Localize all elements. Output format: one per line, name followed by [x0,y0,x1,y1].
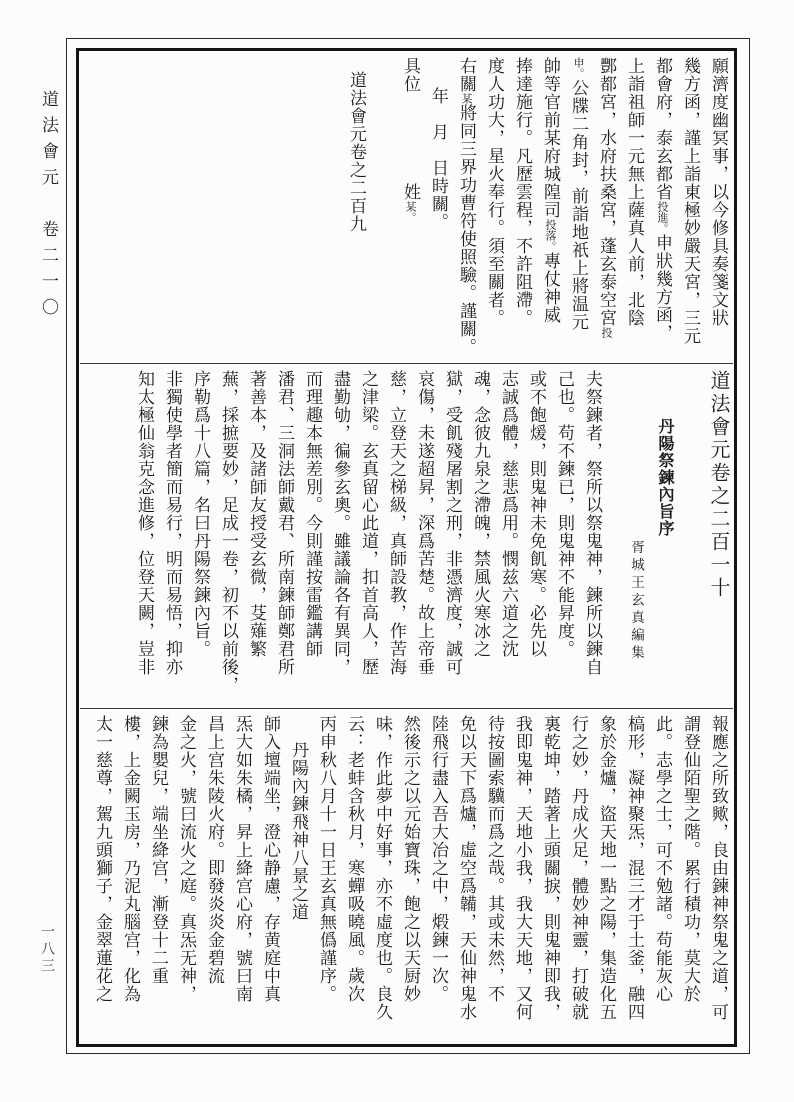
text-column: 行之妙，丹成火足，體妙神靈，打破就 [569,715,588,1021]
text-column: 象於金爐，盜天地一點之陽，集造化五 [597,715,616,1021]
text-column: 申。公牒二角封，前詣地祇上將温元 [569,57,588,331]
text-column: 而理趣本無差別。今則謹按雷鑑講師 [303,370,322,658]
text-column: 知太極仙翁克念進修，位登天闕，豈非 [135,370,154,676]
text-column: 丙申秋八月十一日王玄真無僞謹序。 [317,715,336,1003]
text-column: 度人功大，星火奉行。須至關者。 [485,57,504,327]
text-column: 鍊為嬰兒，端坐絳宫，漸登十二重 [149,715,168,985]
date-column: 年 月 日時關。 [429,87,448,231]
interlinear-note: 投 [600,327,612,338]
text-column: 味，作此夢中好事，亦不虛度也。良久 [373,715,392,1021]
edge-volume-label: 道法會元 卷二一〇 [39,90,58,324]
text-column: 槁形，凝神聚炁，混三才于土釜，融四 [625,715,644,1021]
text-column: 盡勤劬，徧參玄奧。雖議論各有異同， [331,370,350,676]
text-column: 右關某將同三界功曹符使照驗。謹關。 [457,57,476,356]
signature-column: 具位姓某。 [401,57,420,223]
text-column: 裏乾坤，踏著上頭關捩，則鬼神即我， [541,715,560,1021]
text-column: 金之火，號曰流火之庭。真炁无神， [177,715,196,1003]
chapter-heading-column: 丹陽內鍊飛神八景之道 [289,741,308,921]
text-column: 免以天下爲爐，虛空爲韛，天仙神鬼水 [457,715,476,1021]
text-column: 志誠爲體，慈悲爲用。憫兹六道之沈 [499,370,518,658]
text-column: 此。志學之士，可不勉諸。苟能灰心 [653,715,672,1003]
text-column: 上詣祖師一元無上薩真人前，北陰 [625,57,644,327]
register-bottom [79,709,734,1044]
text-column: 炁大如朱橘，昇上絳宫心府，號曰南 [233,715,252,1003]
interlinear-note: 投進。 [656,201,668,234]
text-column: 云：老蚌含秋月，寒蟬吸曉風。歲次 [345,715,364,1003]
text-column: 都會府，泰玄都省投進。申狀幾方函， [653,57,672,342]
text-column: 序勒爲十八篇，名曰丹陽祭鍊內旨。 [191,370,210,658]
interlinear-note: 某。 [404,201,416,223]
text-column: 謂登仙陌聖之階。累行積功，莫大於 [681,715,700,1003]
text-column: 師入壇端坐，澄心静慮，存黄庭中真 [261,715,280,1003]
author-column: 胥城王玄真編集 [629,540,644,663]
text-column: 著善本，及諸師友授受玄微，芟薙繁 [247,370,266,658]
text-column: 然後示之以元始寶珠，飽之以天厨妙 [401,715,420,1003]
register-middle [79,364,734,708]
text-column: 報應之所致歟，良由鍊神祭鬼之道，可 [709,715,728,1021]
text-column: 太一慈尊，駕九頭獅子，金翠蓮花之 [93,715,112,1003]
text-column: 帥等官前某府城隍司投落。專仗神威 [541,57,560,324]
text-column: 蕪，採摭要妙，足成一卷，初不以前後， [219,370,238,694]
text-column: 哀傷，未遂超昇，深爲苦楚。故上帝垂 [415,370,434,676]
section-heading-column: 丹陽祭鍊內旨序 [656,418,673,537]
text-column: 待按圖索驥而爲之哉。其或未然，不 [485,715,504,1003]
interlinear-note: 投落。 [544,219,556,252]
text-column: 之津梁。玄真留心此道，扣首高人，歷 [359,370,378,676]
register-top [79,51,734,363]
text-column: 獄，受飢殘屠割之刑，非憑濟度，誠可 [443,370,462,676]
text-column: 或不飽煖，則鬼神未免飢寒。必先以 [527,370,546,658]
text-column: 昌上宫朱陵火府。即發炎炎金碧流 [205,715,224,985]
text-column: 陸飛行盡入吾大冶之中，煅鍊一次。 [429,715,448,1003]
interlinear-note: 某 [460,93,472,104]
text-column: 己也。苟不鍊已，則鬼神不能昇度。 [555,370,574,658]
folio-number: 一八三 [39,924,54,975]
volume-title-column: 道法會元卷之二百一十 [707,370,729,600]
text-column: 幾方函，謹上詣東極妙嚴天宮，三元 [681,57,700,345]
text-column: 非獨使學者簡而易行，明而易悟，抑亦 [163,370,182,676]
text-column: 酆都宮，水府扶桑宮，蓬玄泰空宮投 [597,57,616,338]
text-column: 魂，念彼九泉之滯魄，禁風火寒冰之 [471,370,490,658]
text-column: 樓，上金闕玉房，乃泥丸腦宫，化為 [121,715,140,1003]
text-column: 夫祭鍊者，祭所以祭鬼神，鍊所以鍊自 [583,370,602,676]
text-column: 願濟度幽冥事，以今修具奏箋文狀 [709,57,728,327]
vertical-gap [410,93,411,183]
text-column: 我即鬼神，天地小我，我大天地，又何 [513,715,532,1021]
text-column: 慈，立登天之梯級，真師設教，作苦海 [387,370,406,676]
interlinear-note: 申。 [572,57,584,79]
text-column: 潘君、三洞法師戴君、所南鍊師鄭君所 [275,370,294,676]
text-frame [76,48,737,1047]
juan-end-column: 道法會元卷之二百九 [347,71,366,233]
text-column: 捧達施行。凡歷雲程，不許阻滯。 [513,57,532,327]
